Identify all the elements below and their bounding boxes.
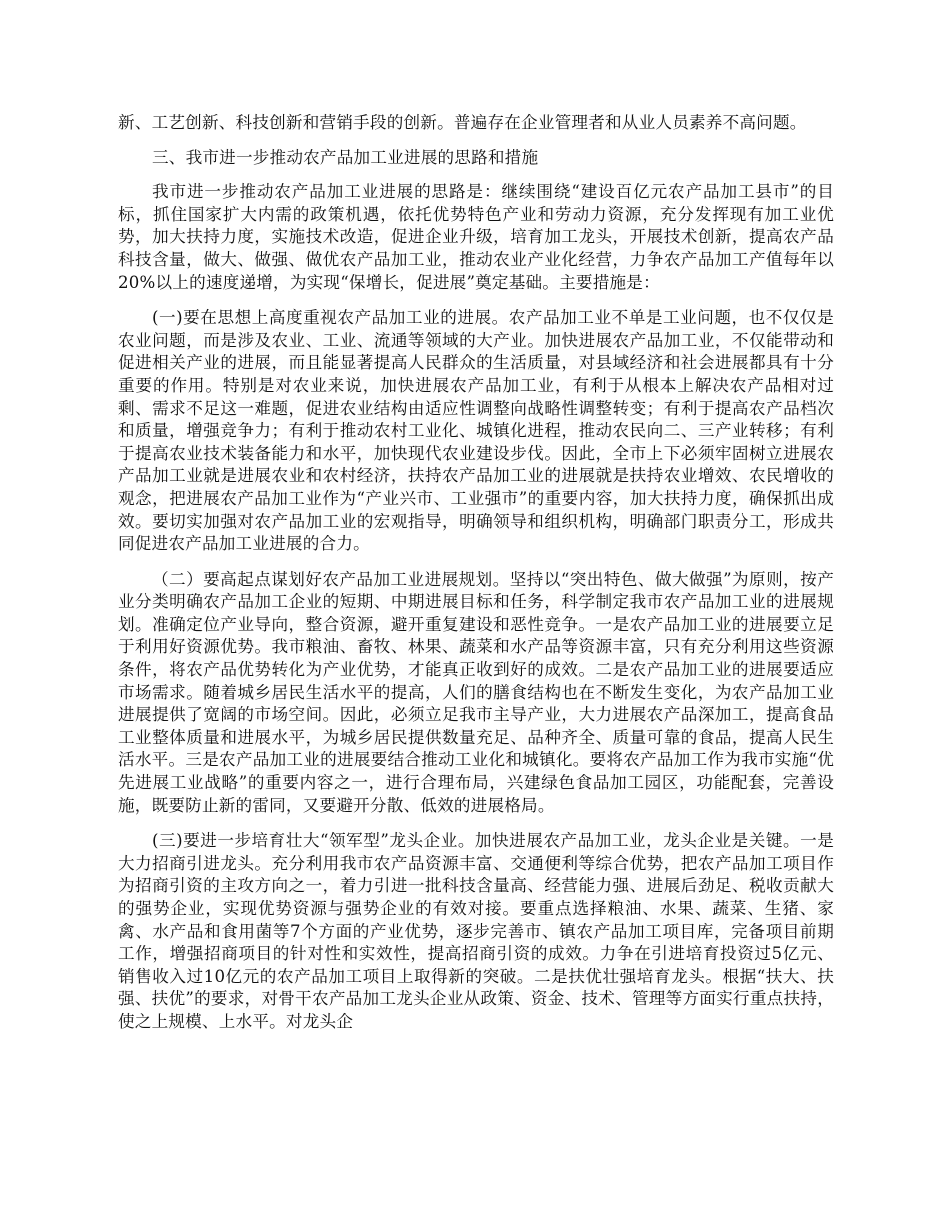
section-heading: 三、我市进一步推动农产品加工业进展的思路和措施 [152, 147, 539, 167]
paragraph-measure-1: (一)要在思想上高度重视农产品加工业的进展。农产品加工业不单是工业问题，也不仅仅是农业问题，而是涉及农业、工业、流通等领域的大产业。加快进展农产品加工业，不仅能带动和促进相关产业的进展，而且能显著提高人民群众的生活质量，对县域经济和社会进展都具有十分重要的作用。特别是对农业来说，加快进展农产品加工业，有利于从根本上解决农产品相对过剩、需求不足这一难题，促进农业结构由适应性调整向战略性调整转变；有利于提高农产品档次和质量，增强竞争力；有利于推动农村工业化、城镇化进程，推动农民向二、三产业转移；有利于提高农业技术装备能力和水平，加快现代农业建设步伐。因此，全市上下必须牢固树立进展农产品加工业就是进展农业和农村经济，扶持农产品加工业的进展就是扶持农业增效、农民增收的观念，把进展农产品加工业作为“产业兴市、工业强市”的重要内容，加大扶持力度，确保抓出成效。要切实加强对农产品加工业的宏观指导，明确领导和组织机构，明确部门职责分工，形成共同促进农产品加工业进展的合力。 [118, 308, 834, 554]
paragraph-measure-3: (三)要进一步培育壮大“领军型”龙头企业。加快进展农产品加工业，龙头企业是关键。一是大力招商引进龙头。充分利用我市农产品资源丰富、交通便利等综合优势，把农产品加工项目作为招商引资的主攻方向之一，着力引进一批科技含量高、经营能力强、进展后劲足、税收贡献大的强势企业，实现优势资源与强势企业的有效对接。要重点选择粮油、水果、蔬菜、生猪、家禽、水产品和食用菌等7个方面的产业优势，逐步完善市、镇农产品加工项目库，完备项目前期工作，增强招商项目的针对性和实效性，提高招商引资的成效。力争在引进培育投资过5亿元、销售收入过10亿元的农产品加工项目上取得新的突破。二是扶优壮强培育龙头。根据“扶大、扶强、扶优”的要求，对骨干农产品加工龙头企业从政策、资金、技术、管理等方面实行重点扶持，使之上规模、上水平。对龙头企 [118, 831, 834, 1031]
paragraph-continuation: 新、工艺创新、科技创新和营销手段的创新。普遍存在企业管理者和从业人员素养不高问题。 [118, 113, 807, 132]
paragraph-approach: 我市进一步推动农产品加工业进展的思路是：继续围绕“建设百亿元农产品加工县市”的目标，抓住国家扩大内需的政策机遇，依托优势特色产业和劳动力资源，充分发挥现有加工业优势，加大扶持力度，实施技术改造，促进企业升级，培育加工龙头，开展技术创新，提高农产品科技含量，做大、做强、做优农产品加工业，推动农业产业化经营，力争农产品加工产值每年以20%以上的速度递增，为实现“保增长，促进展”奠定基础。主要措施是： [118, 182, 834, 292]
paragraph-measure-2: （二）要高起点谋划好农产品加工业进展规划。坚持以“突出特色、做大做强”为原则，按产业分类明确农产品加工企业的短期、中期进展目标和任务，科学制定我市农产品加工业的进展规划。准确定位产业导向，整合资源，避开重复建设和恶性竞争。一是农产品加工业的进展要立足于利用好资源优势。我市粮油、畜牧、林果、蔬菜和水产品等资源丰富，只有充分利用这些资源条件，将农产品优势转化为产业优势，才能真正收到好的成效。二是农产品加工业的进展要适应市场需求。随着城乡居民生活水平的提高，人们的膳食结构也在不断发生变化，为农产品加工业进展提供了宽阔的市场空间。因此，必须立足我市主导产业，大力进展农产品深加工，提高食品工业整体质量和进展水平，为城乡居民提供数量充足、品种齐全、质量可靠的食品，提高人民生活水平。三是农产品加工业的进展要结合推动工业化和城镇化。要将农产品加工作为我市实施“优先进展工业战略”的重要内容之一，进行合理布局，兴建绿色食品加工园区，功能配套，完善设施，既要防止新的雷同，又要避开分散、低效的进展格局。 [118, 569, 834, 815]
document-page [118, 112, 834, 1034]
